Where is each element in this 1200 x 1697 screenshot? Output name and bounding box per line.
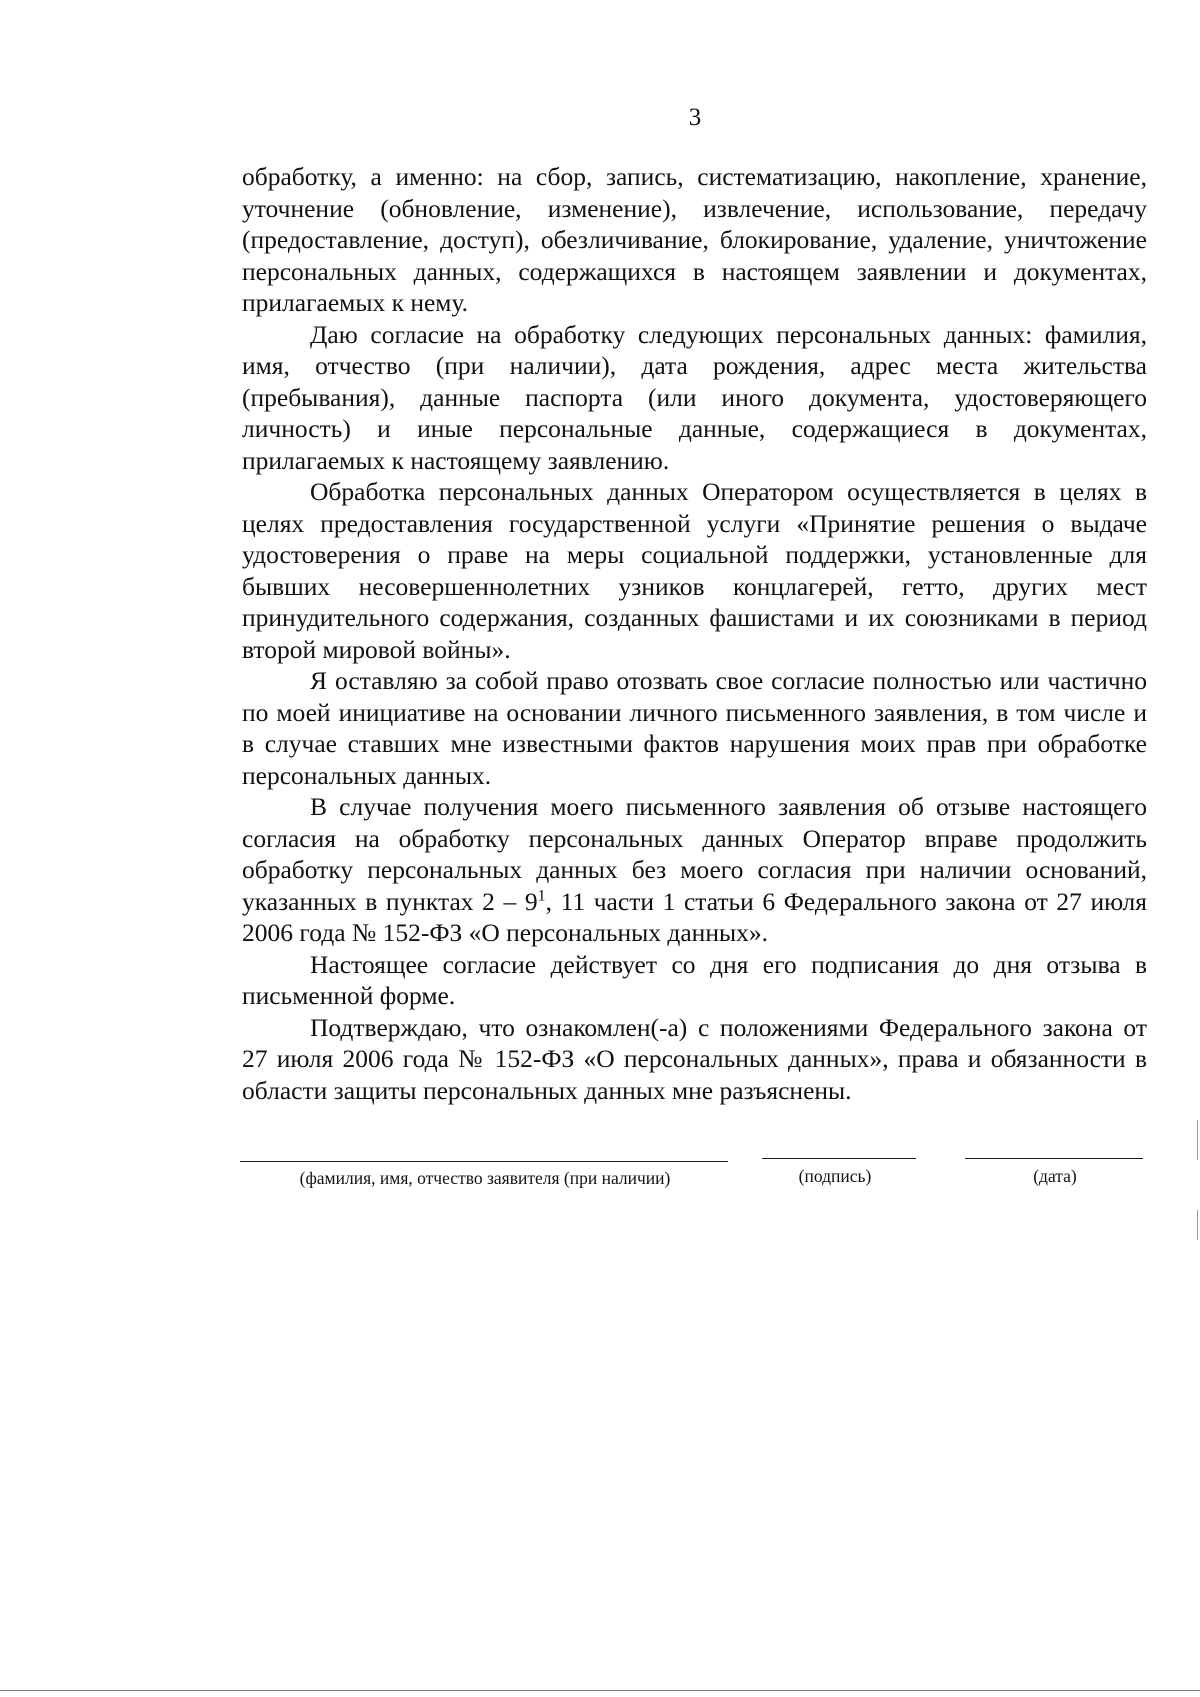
paragraph-personal-data-list: Даю согласие на обработку следующих персональных данных: фамилия, имя, отчество (при наличии), дата рождения, адрес места жительства (пребывания), данные паспорта (или иного документа, удостоверяющего личность) и иные персональные данные, содержащиеся в документах, прилагаемых к настоящему заявлению. [242,319,1147,475]
scan-edge-mark [1197,1120,1198,1160]
date-caption: (дата) [1033,1166,1077,1186]
paragraph-processing-actions: обработку, а именно: на сбор, запись, систематизацию, накопление, хранение, уточнение (обновление, изменение), извлечение, использование, передачу (предоставление, доступ), обезличивание, блокирование, удаление, уничтожение персональных данных, содержащихся в настоящем заявлении и документах, прилагаемых к нему. [242,162,1147,317]
scan-edge-mark [1197,1210,1198,1240]
paragraph-text-part: В случае получения моего письменного заявления об отзыве настоящего согласия на обработку персональных данных Оператор вправе продолжить обработку персональных данных без моего согласия при наличии оснований, указанных в пунктах 2 – 9 [242,792,1147,916]
signature-line [762,1158,916,1159]
name-caption: (фамилия, имя, отчество заявителя (при наличии) [299,1168,671,1188]
paragraph-processing-after-revocation [242,791,1147,949]
footnote-superscript: 1 [537,887,546,904]
paragraph-processing-purpose: Обработка персональных данных Оператором осуществляется в целях в целях предоставления государственной услуги «Принятие решения о выдаче удостоверения о праве на меры социальной поддержки, установленные для бывших несовершеннолетних узников концлагерей, гетто, других мест принудительного содержания, созданных фашистами и их союзниками в период второй мировой войны». [242,477,1147,664]
page-number: 3 [688,104,702,131]
name-signature-line [240,1161,728,1162]
scan-bottom-edge [0,1690,1200,1691]
paragraph-text-part: , 11 части 1 статьи 6 Федерального закона от 27 июля 2006 года № 152-ФЗ «О персональных данных». [242,886,1147,947]
paragraph-right-to-revoke: Я оставляю за собой право отозвать свое согласие полностью или частично по моей инициативе на основании личного письменного заявления, в том числе и в случае ставших мне известными фактов нарушения моих прав при обработке персональных данных. [242,666,1147,790]
date-line [965,1158,1143,1159]
consent-text [242,161,1147,1106]
paragraph-validity-period: Настоящее согласие действует со дня его подписания до дня отзыва в письменной форме. [242,949,1147,1010]
paragraph-acknowledgement: Подтверждаю, что ознакомлен(-а) с положениями Федерального закона от 27 июля 2006 года № 152-ФЗ «О персональных данных», права и обязанности в области защиты персональных данных мне разъяснены. [242,1012,1147,1105]
signature-caption: (подпись) [798,1166,872,1186]
